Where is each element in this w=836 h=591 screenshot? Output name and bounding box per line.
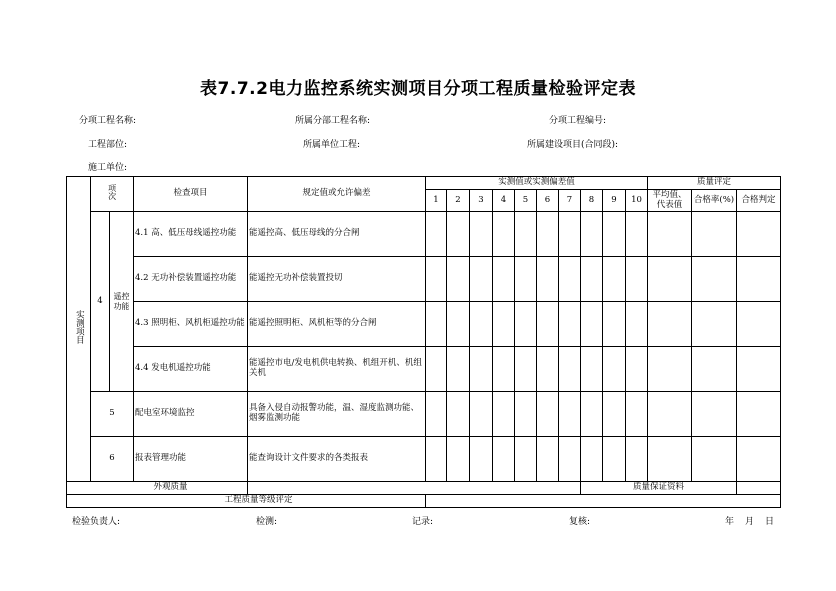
construction-project-label: 所属建设项目(合同段): [527,140,619,150]
measure-col-2: 2 [447,190,470,212]
unit-project-label: 所属单位工程: [303,140,361,150]
item-5-no: 5 [91,392,134,437]
check-item-5: 配电室环境监控 [134,392,248,437]
spec-4-2: 能遥控无功补偿装置投切 [248,257,426,302]
tester-label: 检测: [256,517,278,527]
item-6-no: 6 [91,437,134,482]
project-name-label: 分项工程名称: [79,116,137,126]
inspection-table [66,176,781,508]
item-no-header: 项次 [91,177,134,212]
check-item-header: 检查项目 [134,177,248,212]
section-label-cell [67,177,91,482]
check-item-4-4: 4.4 发电机遥控功能 [134,347,248,392]
work-location-label: 工程部位: [88,140,128,150]
pass-rate-header: 合格率(%) [692,190,737,212]
spec-4-1: 能遥控高、低压母线的分合闸 [248,212,426,257]
inspector-label: 检验负责人: [72,517,121,527]
appearance-label: 外观质量 [67,482,248,495]
table-row [67,212,781,257]
document-title: 表7.7.2电力监控系统实测项目分项工程质量检验评定表 [200,79,636,99]
measure-col-4: 4 [493,190,515,212]
check-item-4-1: 4.1 高、低压母线遥控功能 [134,212,248,257]
table-row [67,302,781,347]
project-code-label: 分项工程编号: [549,116,607,126]
spec-4-4: 能遥控市电/发电机供电转换、机组开机、机组关机 [248,347,426,392]
quality-header: 质量评定 [648,177,781,190]
contractor-label: 施工单位: [88,163,128,173]
spec-6: 能查询设计文件要求的各类报表 [248,437,426,482]
table-row [67,257,781,302]
group-4-no: 4 [91,212,110,392]
recorder-label: 记录: [412,517,434,527]
year-label: 年 [725,517,735,527]
check-item-4-3: 4.3 照明柜、风机柜遥控功能 [134,302,248,347]
appearance-value [248,482,581,495]
measure-col-5: 5 [515,190,537,212]
avg-header: 平均值、代表值 [648,190,692,212]
reviewer-label: 复核: [569,517,591,527]
table-row [67,392,781,437]
day-label: 日 [765,517,775,527]
section-label: 实测项目 [74,310,85,345]
measure-col-8: 8 [581,190,603,212]
table-row [67,347,781,392]
measure-col-7: 7 [559,190,581,212]
spec-4-3: 能遥控照明柜、风机柜等的分合闸 [248,302,426,347]
grade-value [426,495,781,508]
grade-label: 工程质量等级评定 [67,495,426,508]
month-label: 月 [745,517,755,527]
measure-col-1: 1 [426,190,447,212]
spec-header: 规定值或允许偏差 [248,177,426,212]
group-4-name: 遥控功能 [110,212,134,392]
table-row [67,437,781,482]
check-item-4-2: 4.2 无功补偿装置遥控功能 [134,257,248,302]
division-project-label: 所属分部工程名称: [295,116,371,126]
measure-col-10: 10 [626,190,648,212]
qa-docs-label: 质量保证资料 [581,482,737,495]
measure-col-6: 6 [537,190,559,212]
spec-5: 具备入侵自动报警功能，温、湿度监测功能、烟雾监测功能 [248,392,426,437]
measure-col-3: 3 [470,190,493,212]
judgement-header: 合格判定 [737,190,781,212]
measure-col-9: 9 [603,190,626,212]
qa-docs-value [737,482,781,495]
measured-header: 实测值或实测偏差值 [426,177,648,190]
check-item-6: 报表管理功能 [134,437,248,482]
